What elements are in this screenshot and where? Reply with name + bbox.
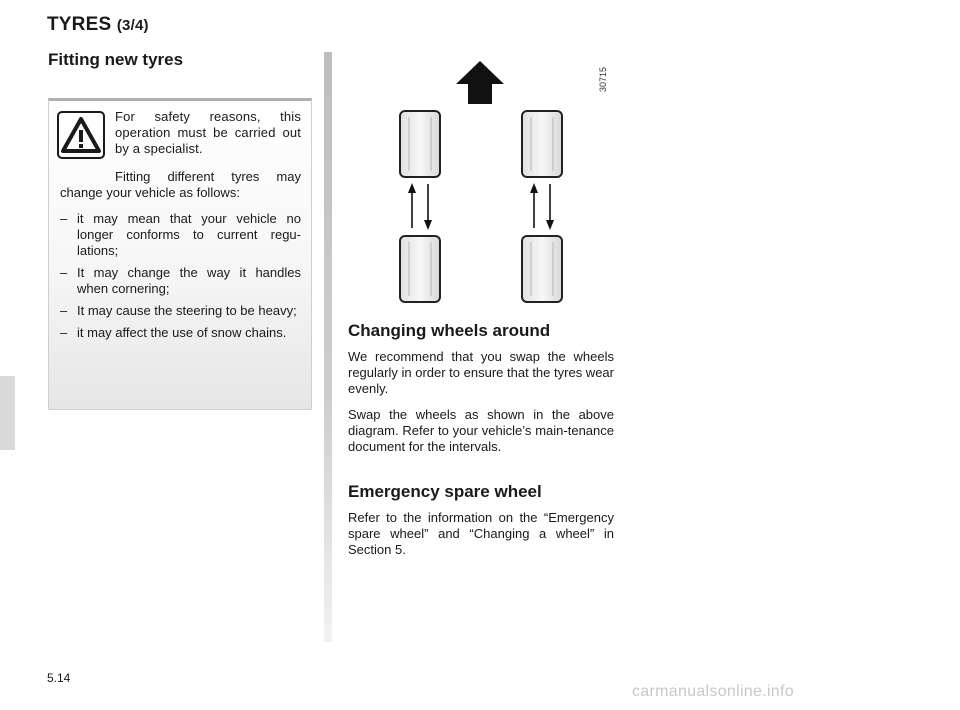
list-item: – it may mean that your vehicle no longer conforms to current regu-lations; [60, 211, 301, 258]
changing-wheels-text-1: We recommend that you swap the wheels regularly in order to ensure that the tyres wear evenly. [348, 349, 614, 396]
warning-box [48, 98, 312, 410]
forward-arrow-icon [456, 61, 504, 104]
list-item: – It may cause the steering to be heavy; [60, 303, 297, 318]
page-title: TYRES (3/4) [47, 14, 149, 35]
swap-arrows-right [530, 183, 554, 230]
tyre-front-left [400, 111, 440, 177]
warning-triangle-icon [57, 111, 105, 159]
spare-wheel-text: Refer to the information on the “Emergency spare wheel” and “Changing a wheel” in Section 5. [348, 510, 614, 557]
list-item: – It may change the way it handles when cornering; [60, 265, 301, 296]
watermark: carmanualsonline.info [632, 683, 794, 700]
wheel-rotation-diagram [340, 52, 630, 314]
tyre-front-right [522, 111, 562, 177]
spare-wheel-heading: Emergency spare wheel [348, 482, 542, 501]
page-number: 5.14 [47, 671, 71, 685]
warning-intro-text: Fitting different tyres may change your vehicle as follows: [60, 169, 301, 200]
list-item: – it may affect the use of snow chains. [60, 325, 287, 340]
column-divider [324, 52, 332, 642]
warning-list [60, 211, 301, 347]
changing-wheels-text-2: Swap the wheels as shown in the above diagram. Refer to your vehicle’s main-tenance document for the intervals. [348, 407, 614, 454]
diagram-code: 30715 [598, 66, 608, 92]
section-tab [0, 376, 15, 450]
fitting-heading: Fitting new tyres [48, 50, 184, 69]
tyre-rear-right [522, 236, 562, 302]
tyre-rear-left [400, 236, 440, 302]
warning-safety-text: For safety reasons, this operation must be carried out by a specialist. [115, 109, 301, 156]
swap-arrows-left [408, 183, 432, 230]
changing-wheels-heading: Changing wheels around [348, 321, 551, 340]
